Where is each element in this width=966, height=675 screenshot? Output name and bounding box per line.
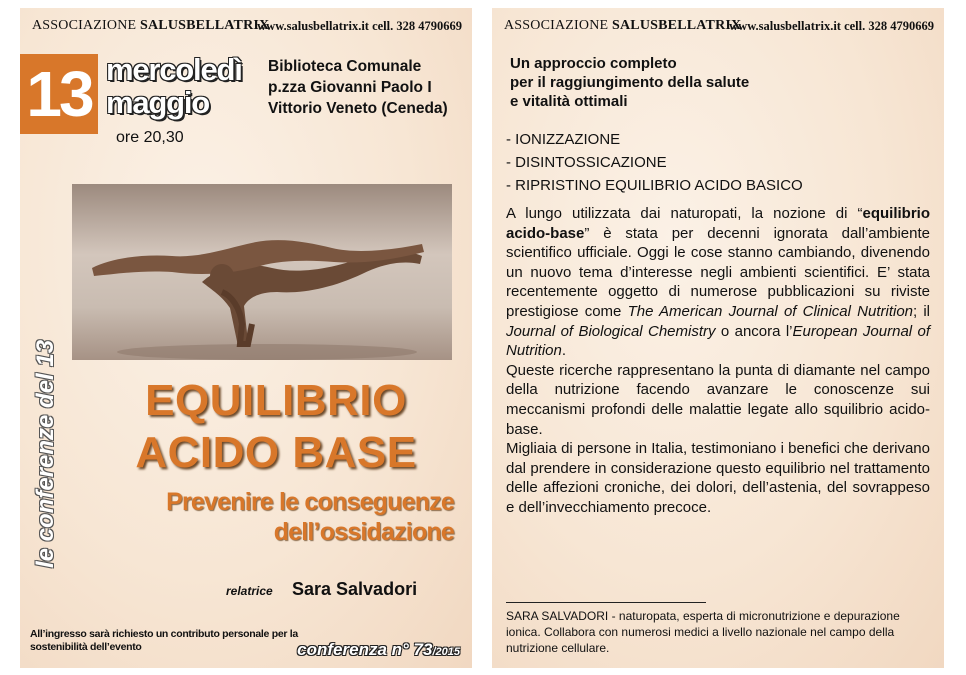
paragraph-3: Migliaia di persone in Italia, testimoniano i benefici che derivano dal prendere in considerazione questo equilibrio nel trattamento delle affezioni croniche, dei dolori, dell’astenia, del sovrappeso e dell’invecchiamento precoce. xyxy=(506,440,930,516)
entry-note: All’ingresso sarà richiesto un contributo personale per la sostenibilità dell’evento xyxy=(30,628,298,653)
bold-term: equilibrio acido-base xyxy=(506,205,930,242)
footnote: SARA SALVADORI - naturopata, esperta di micronutrizione e depurazione ionica. Collabora con numerosi medici a livello nazionale nel campo della nutrizione cellulare. xyxy=(506,609,900,655)
text-run: o ancora l’ xyxy=(715,322,793,340)
acrobats-figure xyxy=(72,184,452,360)
web-contact: www.salusbellatrix.it cell. 328 4790669 xyxy=(729,19,934,33)
subtitle-line-1: Prevenire le conseguenze xyxy=(166,488,454,516)
flyer-front xyxy=(20,8,472,668)
footnote-divider xyxy=(506,602,706,603)
text-run: ; il xyxy=(913,302,931,320)
paragraph-1 xyxy=(506,204,930,361)
paragraph-2: Queste ricerche rappresentano la punta di diamante nel campo della nutrizione facendo avanzare le conoscenze sui meccanismi profondi delle malattie legate allo squilibrio acido-base. xyxy=(506,361,930,438)
speaker-name: Sara Salvadori xyxy=(292,579,418,599)
association-name xyxy=(504,18,741,34)
body-text xyxy=(506,204,930,518)
text-run: A lungo utilizzata dai naturopati, la nozione di “ xyxy=(506,205,863,222)
venue-line: Vittorio Veneto (Ceneda) xyxy=(268,100,448,117)
journal-name: European Journal of Nutrition xyxy=(506,322,931,360)
intro xyxy=(510,54,749,111)
association-brand: SALUSBELLATRIX xyxy=(612,18,742,33)
weekday: mercoledì xyxy=(106,52,242,87)
title-line-1: EQUILIBRIO xyxy=(145,376,407,425)
day-number: 13 xyxy=(26,58,92,130)
topic-item: - IONIZZAZIONE xyxy=(506,131,621,148)
month: maggio xyxy=(106,85,210,120)
conference-label: conferenza n° 73 xyxy=(297,640,433,659)
association-name xyxy=(32,18,269,34)
venue xyxy=(268,56,448,119)
text-run: ” è stata per decenni ignorata dall’ambiente scientifico ufficiale. Oggi le cose stanno cambiando, divenendo un nuovo tema d’interesse negli ambienti scientifici. E’ stata recentemente oggetto di numerose pubblicazioni su riviste prestigiose come xyxy=(506,224,930,320)
venue-line: p.zza Giovanni Paolo I xyxy=(268,79,432,96)
speaker-label: relatrice xyxy=(226,584,273,598)
intro-line: e vitalità ottimali xyxy=(510,93,628,110)
header xyxy=(32,18,462,36)
date-box xyxy=(20,54,98,134)
journal-name: The American Journal of Clinical Nutrition xyxy=(627,302,913,320)
header xyxy=(504,18,934,36)
topics-list xyxy=(506,128,803,197)
association-prefix: ASSOCIAZIONE xyxy=(32,18,137,33)
association-brand: SALUSBELLATRIX xyxy=(140,18,270,33)
series-label: le conferenze del 13 xyxy=(32,339,59,568)
intro-line: Un approccio completo xyxy=(510,55,677,72)
balance-photo xyxy=(72,184,452,360)
topic-item: - RIPRISTINO EQUILIBRIO ACIDO BASICO xyxy=(506,177,803,194)
web-contact: www.salusbellatrix.it cell. 328 4790669 xyxy=(257,19,462,33)
subtitle-line-2: dell’ossidazione xyxy=(273,518,454,546)
intro-line: per il raggiungimento della salute xyxy=(510,74,750,91)
flyer-back xyxy=(492,8,944,668)
association-prefix: ASSOCIAZIONE xyxy=(504,18,609,33)
venue-line: Biblioteca Comunale xyxy=(268,58,422,75)
conference-number xyxy=(297,640,460,660)
topic-item: - DISINTOSSICAZIONE xyxy=(506,154,667,171)
title-line-2: ACIDO BASE xyxy=(135,428,417,477)
journal-name: Journal of Biological Chemistry xyxy=(506,322,716,340)
text-run: . xyxy=(561,342,567,360)
event-time: ore 20,30 xyxy=(116,129,184,146)
conference-year: /2015 xyxy=(432,646,460,658)
